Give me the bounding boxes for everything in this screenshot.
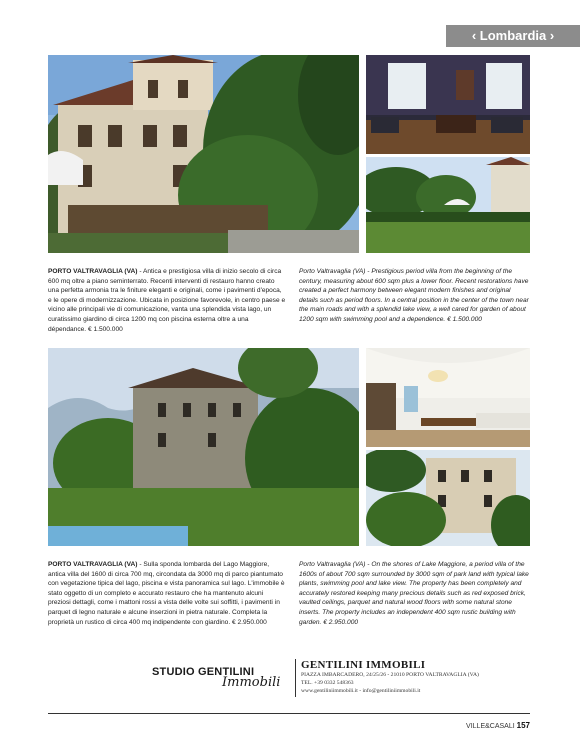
studio-logo <box>152 664 292 696</box>
studio-name: STUDIO GENTILINI <box>152 666 255 678</box>
photo-villa-exterior-2 <box>48 348 359 546</box>
agency-name: GENTILINI IMMOBILI <box>301 659 426 671</box>
photo-villa-exterior-1 <box>48 55 359 253</box>
photo-villa-interior-1 <box>366 55 530 154</box>
page-footer <box>466 721 530 730</box>
listing1-description-it <box>48 267 286 334</box>
listing2-text-it: - Sulla sponda lombarda del Lago Maggiore, antica villa del 1600 di circa 700 mq, circondata da 3000 mq di parco piantumato con vegetazione tipica del lago, piscina e vista panoramica sul lago. L'immobile è stato oggetto di un completo e accurato restauro che ha mantenuto alcuni preziosi dettagli, come i mattoni rossi a vista delle volte sui soffitti, i pavimenti in parquet di legno naturale e alcune inserzioni in pietra naturale. Completa la proprietà un rustico di circa 400 mq indipendente con giardino. € 2.950.000 <box>48 561 285 626</box>
photo-garden-2 <box>366 450 530 546</box>
footer-divider <box>295 659 296 697</box>
photo-garden-1 <box>366 157 530 253</box>
agency-web[interactable]: www.gentiliniimmobili.it - info@gentiliniimmobili.it <box>301 688 421 694</box>
photo-villa-interior-2 <box>366 348 530 447</box>
agency-address: PIAZZA IMBARCADERO, 24/25/26 - 21010 PORTO VALTRAVAGLIA (VA) <box>301 672 479 678</box>
studio-script: Immobili <box>222 675 281 690</box>
agency-block <box>301 659 531 695</box>
listing2-description-it <box>48 560 286 627</box>
magazine-name: VILLE&CASALI <box>466 723 515 730</box>
listing2-title: PORTO VALTRAVAGLIA (VA) <box>48 561 138 568</box>
region-tab: ‹ Lombardia › <box>446 25 580 47</box>
agency-phone: TEL. +39 0332 548363 <box>301 680 354 686</box>
listing1-title: PORTO VALTRAVAGLIA (VA) <box>48 268 138 275</box>
page-number: 157 <box>516 721 530 730</box>
listing1-description-en: Porto Valtravaglia (VA) - Prestigious period villa from the beginning of the century, measuring about 600 sqm plus a lower floor. Recent restorations have created a perfect harmony between elegant modern finishes and original details such as period floors. In a central position in the center of the town near the main roads and with a splendid lake view, a well cared for garden of about 1200 sqm with swimming pool and a dependence. € 1.500.000 <box>299 268 529 323</box>
listing1-text-it: - Antica e prestigiosa villa di inizio secolo di circa 600 mq oltre a piano seminterrato. Recenti interventi di restauro hanno creato una perfetta armonia tra le finiture eleganti e originali, come i pavimenti d'epoca, e le opere di modernizzazione. Ubicata in posizione favorevole, in centro paese e vicino alle principali vie di comunicazione, vanta una splendida vista lago, un curatissimo giardino di circa 1200 mq con piscina esterna oltre a una dépendance. € 1.500.000 <box>48 268 286 333</box>
footer-rule <box>48 713 530 714</box>
listing2-description-en: Porto Valtravaglia (VA) - On the shores of Lake Maggiore, a period villa of the 1600s of about 700 sqm surrounded by 3000 sqm of park land with typical lake plants, swimming pool and lake view. The property has been completely and accurately restored keeping many precious details such as red exposed brick, vaulted ceilings, parquet and natural wood floors with some natural stone inserts. The property includes an independent 400 sqm rustic building with garden. € 2.950.000 <box>299 561 529 626</box>
